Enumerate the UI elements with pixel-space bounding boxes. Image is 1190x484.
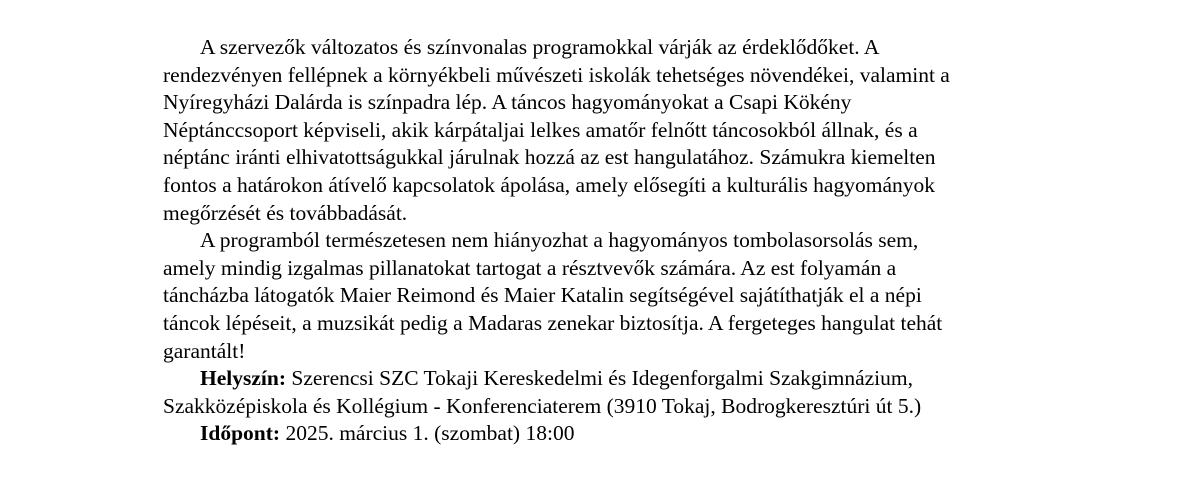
paragraph-line: Nyíregyházi Dalárda is színpadra lép. A táncos hagyományokat a Csapi Kökény <box>163 90 852 115</box>
time-block <box>163 420 1063 448</box>
paragraph-line: fontos a határokon átívelő kapcsolatok ápolása, amely elősegíti a kulturális hagyományok <box>163 172 935 197</box>
paragraph-program-details <box>163 227 1063 365</box>
location-label: Helyszín: <box>200 366 286 391</box>
time-line <box>163 420 1063 448</box>
paragraph-line: amely mindig izgalmas pillanatokat tartogat a résztvevők számára. Az est folyamán a <box>163 255 897 280</box>
paragraph-line: A programból természetesen nem hiányozhat a hagyományos tombolasorsolás sem, <box>200 228 919 253</box>
time-value: 2025. március 1. (szombat) 18:00 <box>280 421 575 446</box>
paragraph-line: A szervezők változatos és színvonalas programokkal várják az érdeklődőket. A <box>200 35 880 59</box>
paragraph-line: rendezvényen fellépnek a környékbeli művészeti iskolák tehetséges növendékei, valamint a <box>163 62 950 87</box>
paragraph-line: garantált! <box>163 338 246 363</box>
document-body <box>163 34 1063 448</box>
location-value: Szerencsi SZC Tokaji Kereskedelmi és Idegenforgalmi Szakgimnázium, <box>286 366 914 391</box>
location-line <box>163 365 1063 393</box>
paragraph-line: Néptánccsoport képviseli, akik kárpátaljai lelkes amatőr felnőtt táncosokból állnak, és a <box>163 117 918 142</box>
paragraph-line: megőrzését és továbbadását. <box>163 200 408 225</box>
paragraph-line: táncok lépéseit, a muzsikát pedig a Madaras zenekar biztosítja. A fergeteges hangulat tehát <box>163 310 943 335</box>
location-line-continued: Szakközépiskola és Kollégium - Konferenciaterem (3910 Tokaj, Bodrogkeresztúri út 5.) <box>163 393 922 418</box>
location-block <box>163 365 1063 420</box>
paragraph-program-intro <box>163 34 1063 227</box>
paragraph-line: táncházba látogatók Maier Reimond és Maier Katalin segítségével sajátíthatják el a népi <box>163 283 922 308</box>
paragraph-line: néptánc iránti elhivatottságukkal járulnak hozzá az est hangulatához. Számukra kiemelten <box>163 145 936 170</box>
time-label: Időpont: <box>200 421 281 446</box>
